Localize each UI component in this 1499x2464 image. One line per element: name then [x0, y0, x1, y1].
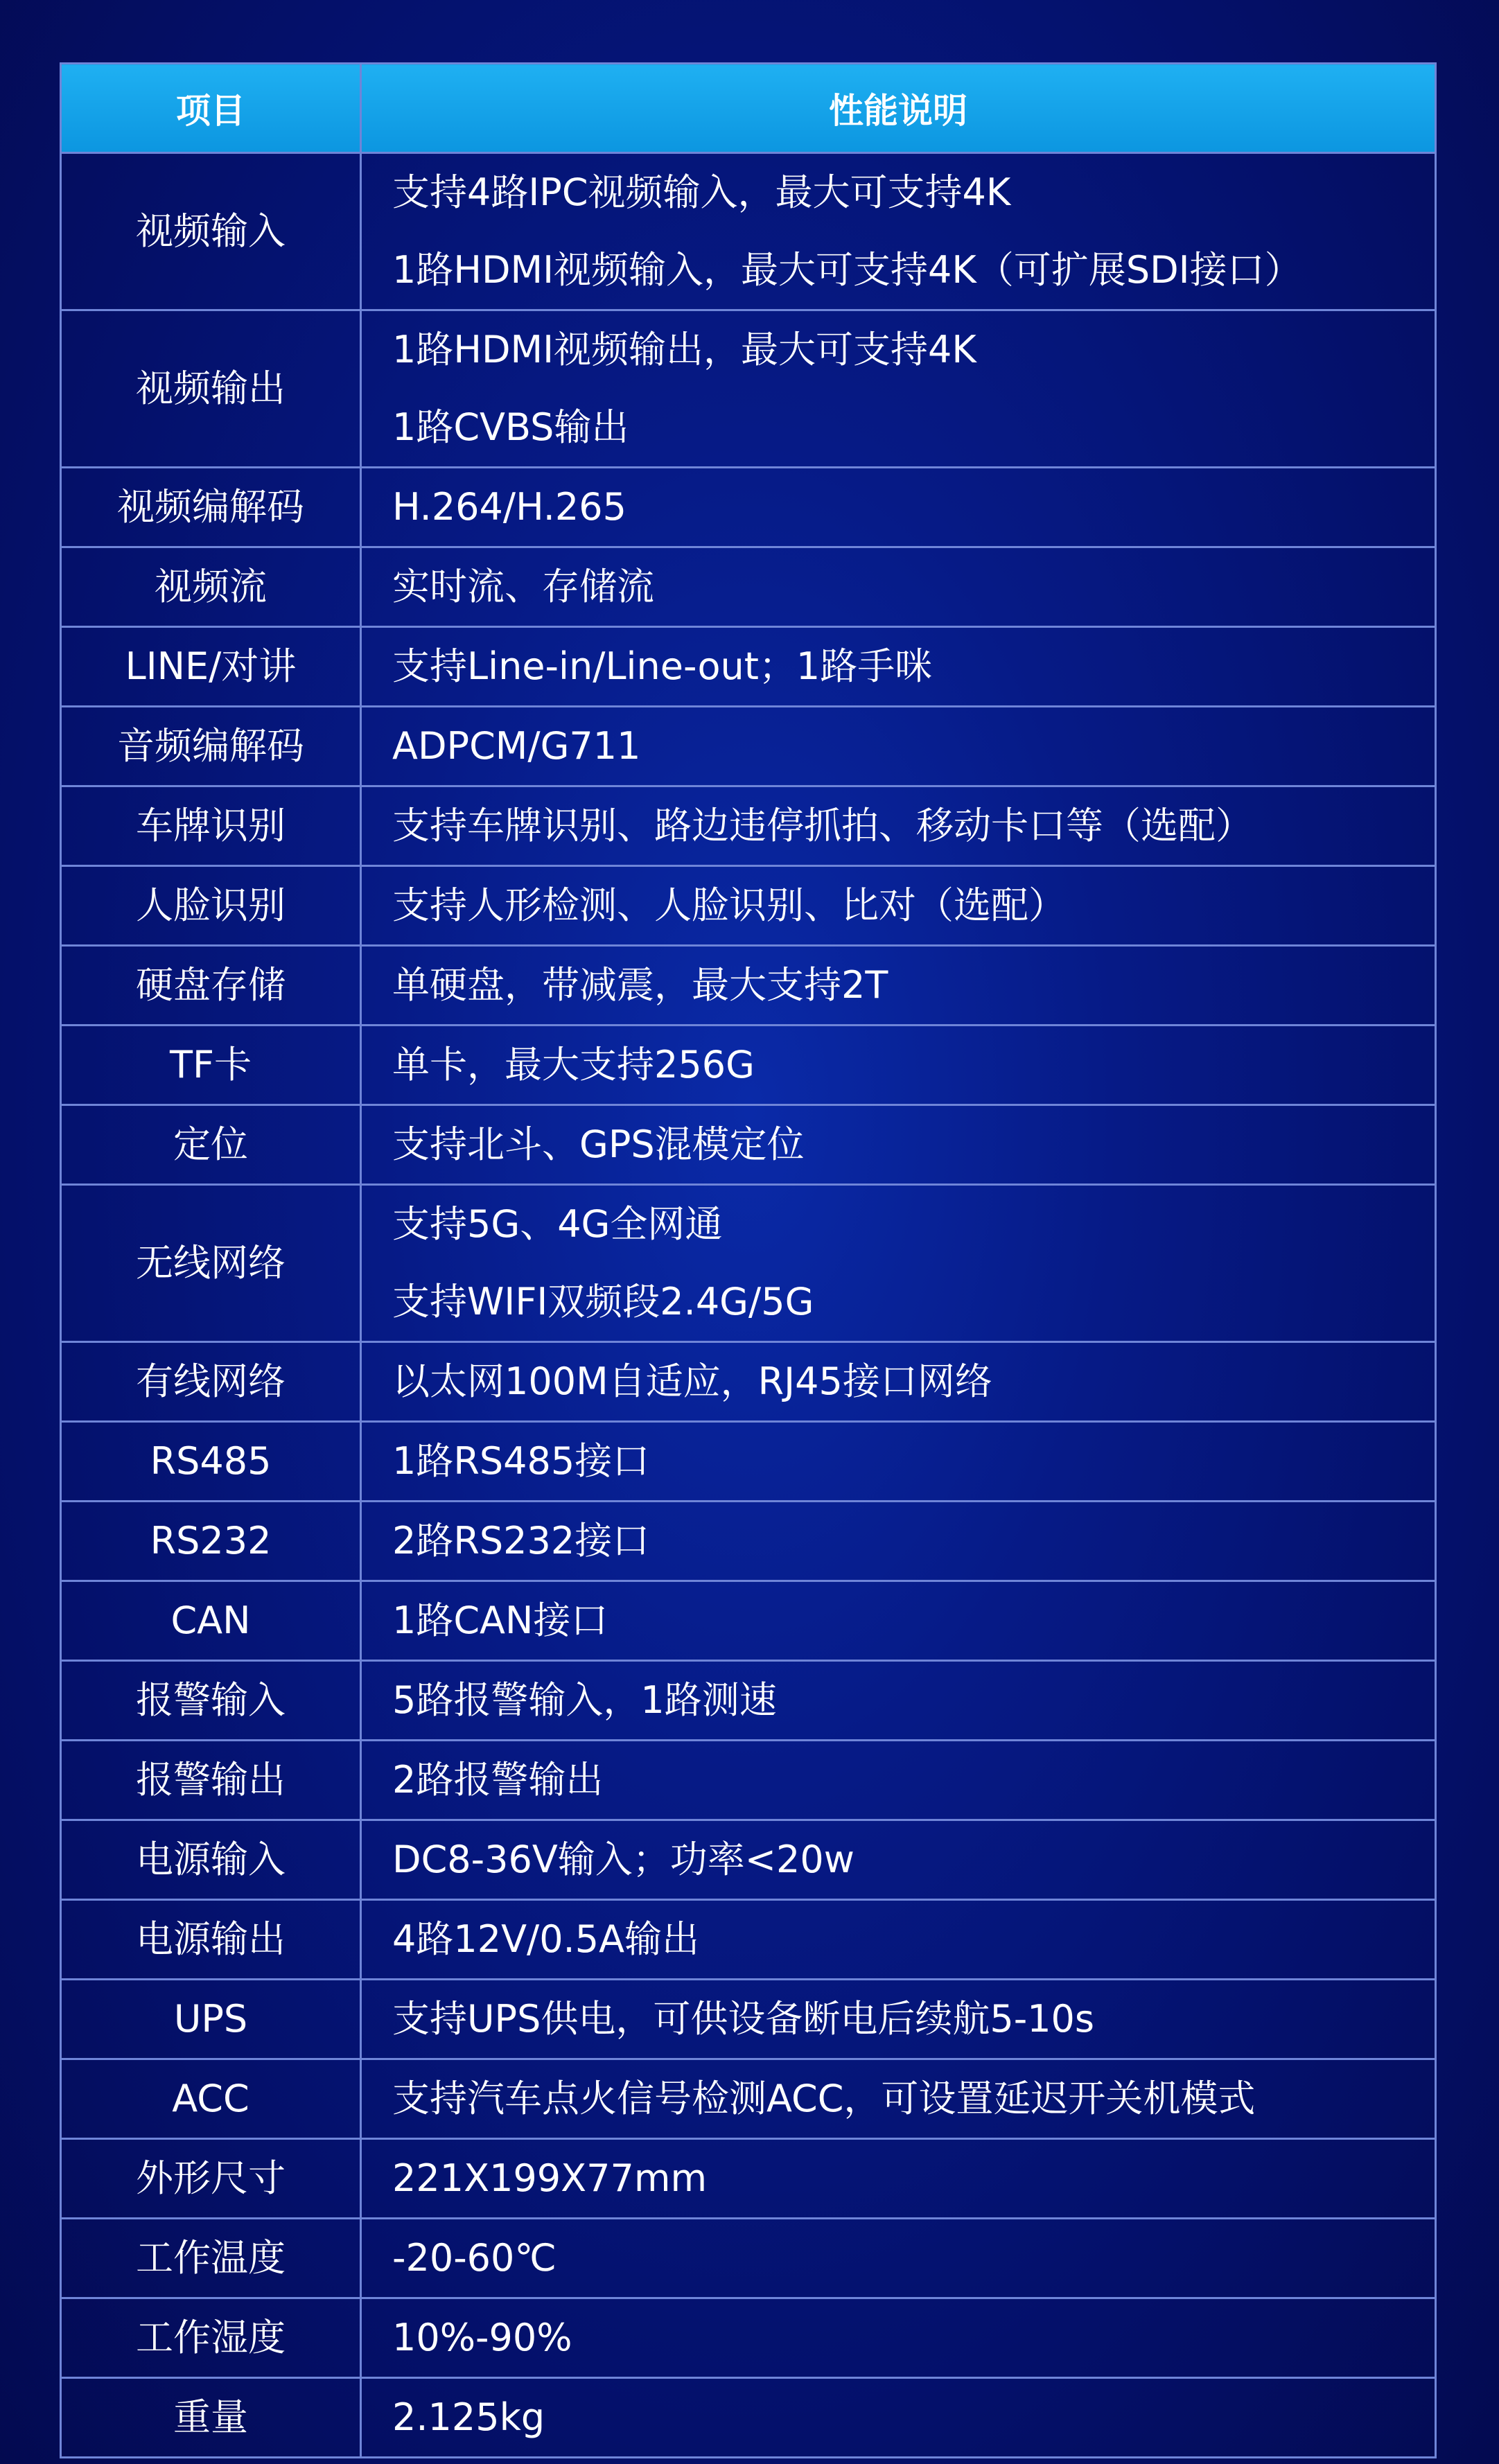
- spec-value-line: 2路报警输出: [392, 1758, 604, 1802]
- spec-value-line: 以太网100M自适应，RJ45接口网络: [392, 1359, 992, 1403]
- spec-value: [361, 627, 1436, 707]
- table-row: [61, 1026, 1436, 1105]
- header-row: [61, 64, 1436, 153]
- spec-value: [361, 1422, 1436, 1502]
- spec-value-line: 单卡，最大支持256G: [392, 1043, 755, 1086]
- table-row: [61, 153, 1436, 310]
- spec-value: [361, 1661, 1436, 1741]
- spec-table-header: [61, 64, 1436, 153]
- spec-value: [361, 1185, 1436, 1342]
- spec-value: [361, 1105, 1436, 1185]
- spec-value-line: 1路CVBS输出: [392, 405, 629, 449]
- spec-item-name: 视频输出: [61, 310, 361, 468]
- table-row: [61, 707, 1436, 786]
- spec-item-name: UPS: [61, 1980, 361, 2059]
- spec-value: [361, 310, 1436, 468]
- spec-value: [361, 1581, 1436, 1661]
- spec-item-name: RS485: [61, 1422, 361, 1502]
- table-row: [61, 1422, 1436, 1502]
- spec-item-name: 人脸识别: [61, 866, 361, 946]
- spec-item-name: 报警输入: [61, 1661, 361, 1741]
- spec-value: [361, 1342, 1436, 1422]
- spec-value-line: 10%-90%: [392, 2316, 572, 2359]
- spec-value: [361, 2139, 1436, 2219]
- spec-value-line: 1路HDMI视频输入，最大可支持4K（可扩展SDI接口）: [392, 248, 1302, 292]
- spec-item-name: 外形尺寸: [61, 2139, 361, 2219]
- spec-item-name: 工作温度: [61, 2219, 361, 2298]
- table-row: [61, 866, 1436, 946]
- spec-value: [361, 2298, 1436, 2378]
- spec-value: [361, 2059, 1436, 2139]
- spec-item-name: 电源输出: [61, 1900, 361, 1980]
- table-row: [61, 1661, 1436, 1741]
- table-row: [61, 1581, 1436, 1661]
- spec-value-line: 实时流、存储流: [392, 565, 654, 608]
- table-row: [61, 1900, 1436, 1980]
- spec-value: [361, 153, 1436, 310]
- spec-item-name: RS232: [61, 1502, 361, 1581]
- table-row: [61, 310, 1436, 468]
- spec-value: [361, 1980, 1436, 2059]
- spec-value-line: ADPCM/G711: [392, 724, 641, 768]
- spec-item-name: 报警输出: [61, 1741, 361, 1820]
- spec-value: [361, 468, 1436, 547]
- spec-value: [361, 2219, 1436, 2298]
- spec-value-line: 1路RS485接口: [392, 1439, 650, 1483]
- spec-value: [361, 547, 1436, 627]
- spec-value-line: 2.125kg: [392, 2395, 545, 2439]
- spec-item-name: 重量: [61, 2378, 361, 2458]
- spec-value-line: 支持5G、4G全网通: [392, 1202, 723, 1246]
- table-row: [61, 1185, 1436, 1342]
- spec-value-line: 支持Line-in/Line-out；1路手咪: [392, 644, 933, 688]
- spec-value: [361, 707, 1436, 786]
- spec-table-body: [61, 153, 1436, 2458]
- table-row: [61, 2139, 1436, 2219]
- spec-value-line: 221X199X77mm: [392, 2156, 708, 2200]
- spec-item-name: 电源输入: [61, 1820, 361, 1900]
- spec-item-name: 硬盘存储: [61, 946, 361, 1026]
- spec-item-name: LINE/对讲: [61, 627, 361, 707]
- spec-value: [361, 1741, 1436, 1820]
- spec-item-name: 车牌识别: [61, 786, 361, 866]
- table-row: [61, 1741, 1436, 1820]
- table-row: [61, 1342, 1436, 1422]
- table-row: [61, 2219, 1436, 2298]
- spec-item-name: ACC: [61, 2059, 361, 2139]
- spec-value-line: 2路RS232接口: [392, 1519, 650, 1563]
- spec-value: [361, 1820, 1436, 1900]
- table-row: [61, 2298, 1436, 2378]
- table-row: [61, 547, 1436, 627]
- spec-value-line: 支持UPS供电，可供设备断电后续航5-10s: [392, 1997, 1095, 2041]
- spec-item-name: CAN: [61, 1581, 361, 1661]
- spec-value: [361, 2378, 1436, 2458]
- spec-value-line: 1路HDMI视频输出，最大可支持4K: [392, 328, 976, 371]
- spec-value: [361, 866, 1436, 946]
- spec-value-line: 4路12V/0.5A输出: [392, 1917, 700, 1961]
- spec-value-line: 支持北斗、GPS混模定位: [392, 1123, 805, 1166]
- spec-item-name: 视频流: [61, 547, 361, 627]
- spec-value-line: 支持4路IPC视频输入，最大可支持4K: [392, 170, 1011, 214]
- table-row: [61, 1105, 1436, 1185]
- table-row: [61, 1502, 1436, 1581]
- spec-item-name: 定位: [61, 1105, 361, 1185]
- table-row: [61, 627, 1436, 707]
- table-row: [61, 786, 1436, 866]
- table-row: [61, 1980, 1436, 2059]
- table-row: [61, 468, 1436, 547]
- spec-value-line: 支持汽车点火信号检测ACC，可设置延迟开关机模式: [392, 2077, 1256, 2120]
- spec-value-line: 支持车牌识别、路边违停抓拍、移动卡口等（选配）: [392, 804, 1253, 847]
- spec-item-name: 视频输入: [61, 153, 361, 310]
- table-row: [61, 946, 1436, 1026]
- spec-value-line: 支持WIFI双频段2.4G/5G: [392, 1280, 814, 1323]
- spec-value: [361, 946, 1436, 1026]
- spec-item-name: 工作湿度: [61, 2298, 361, 2378]
- table-row: [61, 1820, 1436, 1900]
- spec-value: [361, 786, 1436, 866]
- spec-item-name: TF卡: [61, 1026, 361, 1105]
- table-row: [61, 2378, 1436, 2458]
- header-performance: 性能说明: [361, 64, 1436, 153]
- spec-value-line: 5路报警输入，1路测速: [392, 1678, 777, 1722]
- spec-item-name: 音频编解码: [61, 707, 361, 786]
- header-item: 项目: [61, 64, 361, 153]
- spec-value-line: 1路CAN接口: [392, 1599, 608, 1642]
- spec-value-line: 支持人形检测、人脸识别、比对（选配）: [392, 883, 1066, 927]
- spec-item-name: 视频编解码: [61, 468, 361, 547]
- table-row: [61, 2059, 1436, 2139]
- spec-value-line: DC8-36V输入；功率<20w: [392, 1838, 854, 1881]
- spec-value-line: -20-60℃: [392, 2236, 557, 2280]
- spec-value-line: 单硬盘，带减震，最大支持2T: [392, 963, 888, 1007]
- spec-value: [361, 1026, 1436, 1105]
- spec-value: [361, 1502, 1436, 1581]
- spec-value-line: H.264/H.265: [392, 485, 626, 529]
- spec-table: [60, 62, 1437, 2458]
- spec-item-name: 无线网络: [61, 1185, 361, 1342]
- spec-value: [361, 1900, 1436, 1980]
- spec-item-name: 有线网络: [61, 1342, 361, 1422]
